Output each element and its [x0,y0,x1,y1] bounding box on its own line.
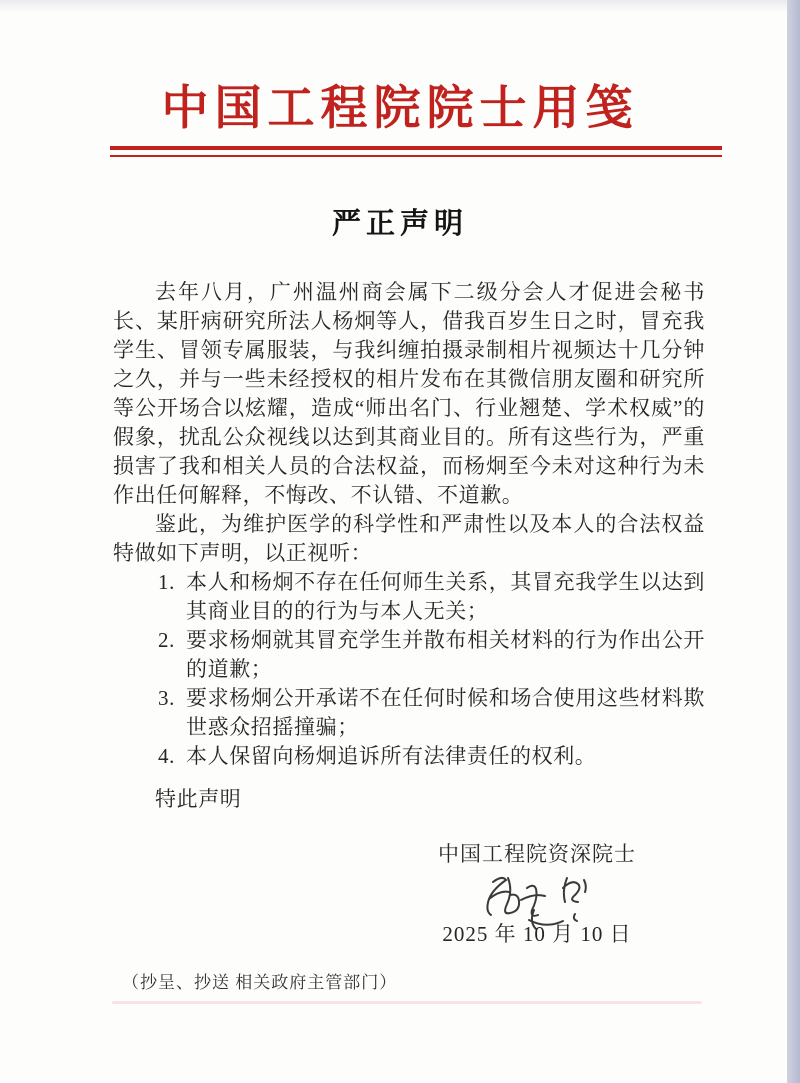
statement-body [113,278,705,814]
list-item [158,568,705,626]
letterhead-rule-thick [110,146,722,150]
cc-note: （抄呈、抄送 相关政府主管部门） [122,973,398,992]
closing-line: 特此声明 [155,787,242,811]
signer-block [422,838,652,948]
list-item-text: 本人和杨炯不存在任何师生关系，其冒充我学生以达到其商业目的的行为与本人无关； [186,570,705,623]
letterhead-title: 中国工程院院士用笺 [161,83,639,135]
body-paragraph-1: 去年八月，广州温州商会属下二级分会人才促进会秘书长、某肝病研究所法人杨炯等人，借我百岁生日之时，冒充我学生、冒领专属服装，与我纠缠拍摄录制相片视频达十几分钟之久，并与一些未经授权的相片发布在其微信朋友圈和研究所等公开场合以炫耀，造成“师出名门、行业翘楚、学术权威”的假象，扰乱公众视线以达到其商业目的。所有这些行为，严重损害了我和相关人员的合法权益，而杨炯至今未对这种行为未作出任何解释，不悔改、不认错、不道歉。 [113,280,705,507]
letterhead-rule [110,146,722,157]
statement-title: 严正声明 [331,208,468,240]
photo-bottom-smudge-artifact [112,1001,702,1004]
list-item-text: 要求杨炯公开承诺不在任何时候和场合使用这些材料欺世惑众招摇撞骗； [186,686,705,739]
list-item-text: 要求杨炯就其冒充学生并散布相关材料的行为作出公开的道歉； [186,628,705,681]
list-item [158,742,705,771]
letterhead-rule-thin [110,155,722,157]
list-item-text: 本人保留向杨炯追诉所有法律责任的权利。 [186,744,597,768]
body-paragraph-2: 鉴此，为维护医学的科学性和严肃性以及本人的合法权益特做如下声明，以正视听： [113,512,705,565]
list-item-marker: 1. [158,570,175,594]
signer-title: 中国工程院资深院士 [438,842,636,866]
list-item [158,684,705,742]
list-item-marker: 2. [158,628,175,652]
date-line: 2025 年 10 月 10 日 [442,922,632,946]
list-item-marker: 3. [158,686,175,710]
list-item [158,626,705,684]
list-item-marker: 4. [158,744,175,768]
statement-list [158,568,705,771]
photo-right-edge-band [787,0,800,1083]
